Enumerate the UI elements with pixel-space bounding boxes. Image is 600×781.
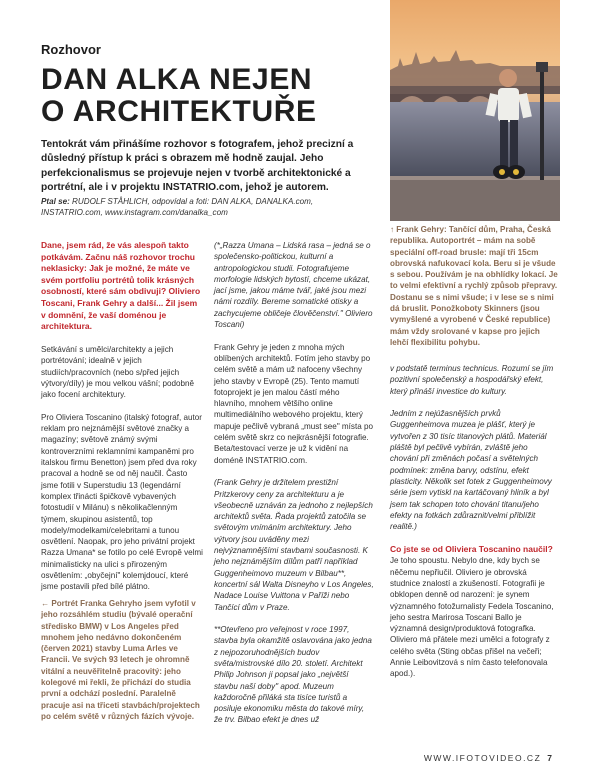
footer-url: WWW.IFOTOVIDEO.CZ xyxy=(423,753,542,763)
column-1 xyxy=(41,240,203,604)
photo-self-portrait xyxy=(390,0,560,221)
interview-question-1: Dane, jsem rád, že vás alespoň takto potkávám. Začnu náš rozhovor trochu neklasicky: Jak je možné, že máte ve svém portfoliu portrétů tolik krásných osobností, které sám obdivuji? Oliviero Toscani, Frank Gehry a další... Žil jsem v domnění, že vaší doménou je architektura. xyxy=(41,240,201,332)
section-label: Rozhovor xyxy=(41,42,101,57)
caption-photo: ↑ Frank Gehry: Tančící dům, Praha, Česká republika. Autoportrét – mám na sobě speciální off-road brusle: mají tři 15cm obrovská nafukovací kola. Beru si je všude s sebou. Používám je na obhlídky lokací. Je to velmi efektivní a rychlý způsob přepravy. Dostanu se s nimi všude; i v lese se s nimi dá bruslit. Ponožkoboty Skinners (jsou vymyšlené a vyrobené v České republice) mám vždy srolované v kapse pro jejich lehčí flexibilitu pohybu. xyxy=(390,225,558,347)
interview-question-2: Co jste se od Oliviera Toscanino naučil? xyxy=(390,543,553,554)
column-3 xyxy=(390,363,554,691)
answer-paragraph: Je toho spoustu. Nebylo dne, kdy bych se něčemu nepřiučil. Oliviero je obrovská studnice znalostí a zkušeností. Fotografii je obklopen denně od narození: je synem významného fotožurnalisty Fedela Toscanino, jeho sestra Marirosa Toscani Ballo je významná design/produktová fotografka. Oliviero má přátele mezi umělci a fotografy z celého světa (Sting občas přišel na večeři; Annie Leibovitzová s ním často telefonovala apod.). xyxy=(390,556,554,679)
column-2 xyxy=(214,240,374,726)
article-credit xyxy=(41,196,371,219)
note-razza-umana: (*„Razza Umana – Lidská rasa – jedná se o společensko-politickou, kulturní a antropologickou studii. Fotografujeme morfologie lidských bytostí, chceme ukázat, jací jsme, jakou máme tvář, jaké jsou mezi námi rozdíly. Bereme somatické otisky a zachycujeme obličeje člověčenství." Oliviero Toscani) xyxy=(214,241,373,330)
credit-text: RUDOLF STÅHLICH, odpovídal a foti: DAN ALKA, DANALKA.com, INSTATRIO.com, www.instagram.com/danalka_com xyxy=(41,197,314,218)
answer-paragraph: Setkávání s umělci/architekty a jejich portrétování; idealně v jejich studiích/pracovních (nebo s/před jejich výtvory/díly) je mou velkou vášní; podobně jako focení architektury. xyxy=(41,345,194,400)
article-title xyxy=(41,64,317,128)
article-lead: Tentokrát vám přinášíme rozhovor s fotografem, jehož precizní a důsledný přístup k práci s obrazem mě hodně zaujal. Jeho perfekcionalismus se projevuje nejen v tvorbě architektonické a portrétní, ale i v projektu INSTATRIO.com, jehož je autorem. xyxy=(41,139,354,194)
answer-paragraph: Frank Gehry je jeden z mnoha mých oblíbených architektů. Fotím jeho stavby po celém světě a mám už nafoceny všechny jeho stavby v Evropě (25). Tento mamutí fotoprojekt je jen malou částí mého hlavního, mnohem většího online multimediálního webového projektu, který mapuje pečlivě vybraná „must see" místa po celém světě skrz co nejkrásnější fotografie. Beta/testovací verze je už k vidění na doméně INSTATRIO.com. xyxy=(214,342,373,465)
caption-gehry-portrait: ← Portrét Franka Gehryho jsem vyfotil v jeho rozsáhlém studiu (bývalé operační středisko BMW) v Los Angeles před mnohem jeho nedávno dokončeném (červen 2021) stavby Luma Arles ve Francii. Ve svých 93 letech je ohromně vitální a neuvěřitelně pracovitý: jeho kolegové mi řekli, že přichází do studia první a odchází poslední. Paralelně pracuje asi na třiceti stavbách/projektech po celém světě v různých fázích vývoje. xyxy=(41,599,200,721)
note-frank-gehry: (Frank Gehry je držitelem prestižní Pritzkerovy ceny za architekturu a je všeobecně uznáván za jednoho z nejlepších architektů světa. Řada projektů zatočila se světovým vnímáním architektury. Jeho výtvory jsou uváděny mezi nejvýznamnějšími stavbami současnosti. K jeho nejznámějším dílům patří například Guggenheimovo muzeum v Bilbau**, koncertní sál Walta Disneyho v Los Angeles, Nadace Louise Vuittona v Paříži nebo Tančící dům v Praze. xyxy=(214,478,374,612)
page-footer xyxy=(424,753,552,763)
credit-label: Ptal se: xyxy=(41,197,70,206)
answer-paragraph: Pro Oliviera Toscanino (italský fotograf, autor reklam pro nejznámější světové značky a magazíny; světově známý svými kontroverzními reklamními kampaněmi pro italskou firmu Benetton) jsem před dva roky pracoval a hodně se od něj naučil. Často jsme fotili v Superstudiu 13 (legendární komplex třinácti špičkově vybavených fotostudií v Milánu) s několikačlenným týmem, skupinou asistentů, top modely/modelkami/celebritami a tunou osvětlení. Naopak, pro jeho privátní projekt Razza Umana* se fotilo po celé Evropě velmi minimalisticky na ulici s přirozeným osvětlením: „obyčejní" kolemjdoucí, které jsme postavili před bílé plátno. xyxy=(41,412,203,592)
title-line-2: O ARCHITEKTUŘE xyxy=(41,95,317,128)
note-guggenheim: **Otevřeno pro veřejnost v roce 1997, stavba byla okamžitě oslavována jako jedna z nejpozoruhodnějších budov světa/mistrovské dílo 20. století. Architekt Philip Johnson ji popsal jako „největší stavbu naší doby" apod. Muzeum každoročně přiláká sta tisíce turistů a posiluje ekonomiku města do takové míry, že trv. Bilbao efekt je dnes už xyxy=(214,625,372,725)
note-bilbao-effect: v podstatě terminus technicus. Rozumí se jím pozitivní společenský a hospodářský efekt, který přináší investice do kultury. xyxy=(390,364,554,396)
page-number: 7 xyxy=(547,753,552,763)
title-line-1: DAN ALKA NEJEN xyxy=(41,63,313,96)
note-titanium-cladding: Jedním z nejúžasnějších prvků Guggenheimova muzea je plášť, který je vytvořen z 30 tisíc titanových plátů. Materiál pláště byl pečlivě vybírán, zvláště jeho chování při změnách počasí a světelných podmínek: změna barvy, odstínu, efekt plasticity. Několik set fotek z Guggenheimovy série jsem vytiskl na kartáčovaný hliník a byl jsem tak schopen toto chování titanu/jeho efekty na fotkách zdůraznit/velmi přiblížit realitě.) xyxy=(390,409,552,532)
